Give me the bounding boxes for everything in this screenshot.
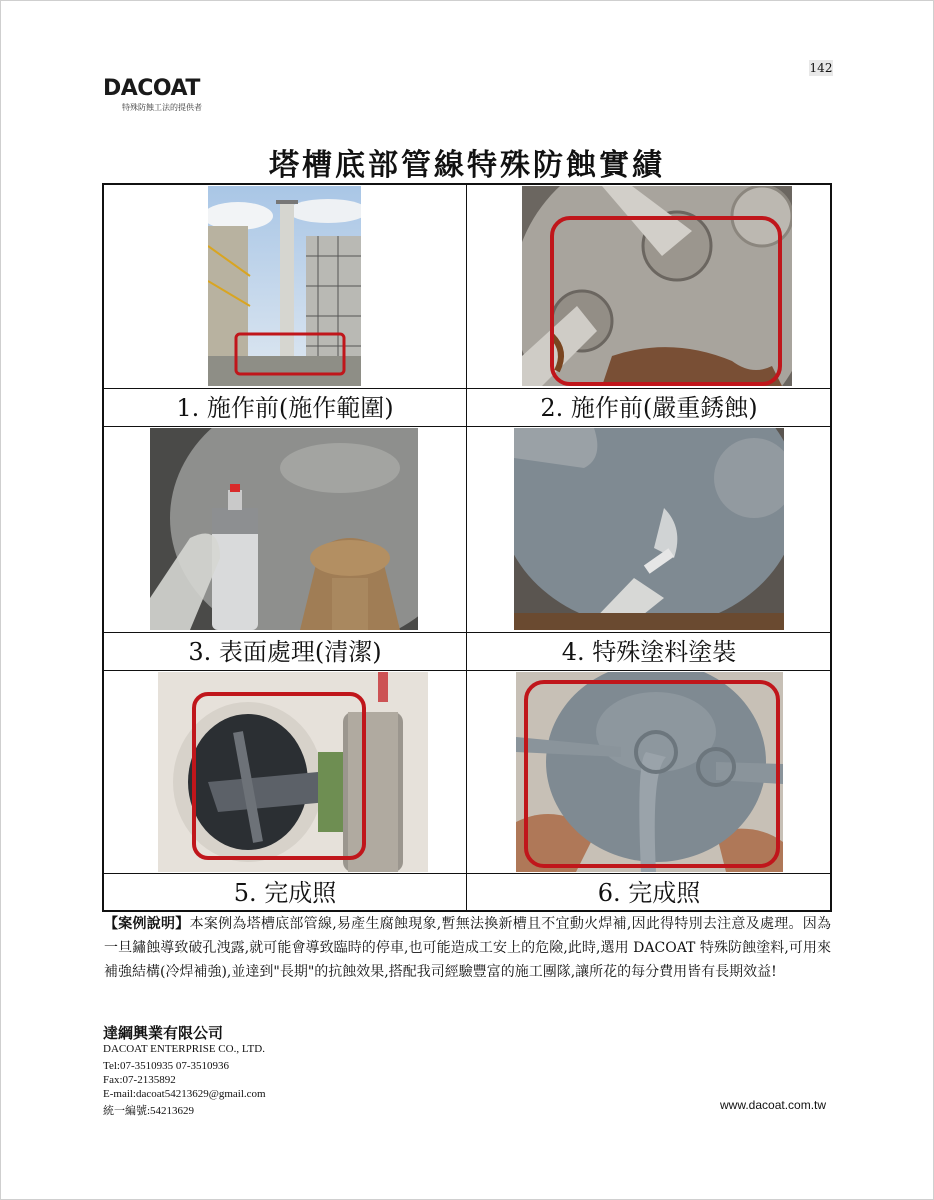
photo-caption: 2. 施作前(嚴重銹蝕) — [540, 394, 758, 422]
company-name: 達綱興業有限公司 — [103, 1024, 224, 1042]
dacoat-logo: DACOAT — [103, 76, 200, 101]
company-website[interactable]: www.dacoat.com.tw — [720, 1098, 827, 1112]
company-email: E-mail:dacoat54213629@gmail.com — [103, 1088, 266, 1100]
photo-special-coating — [514, 428, 784, 630]
table-divider-vertical — [466, 183, 467, 912]
photo-surface-cleaning — [150, 428, 418, 630]
page-title: 塔槽底部管線特殊防蝕實績 — [269, 148, 665, 183]
company-tax-id: 統一編號:54213629 — [103, 1105, 195, 1117]
photo-rust-before — [522, 186, 792, 386]
photo-tower-before — [208, 186, 361, 386]
company-tel: Tel:07-3510935 07-3510936 — [103, 1060, 230, 1072]
company-fax: Fax:07-2135892 — [103, 1074, 176, 1086]
photo-caption: 3. 表面處理(清潔) — [188, 638, 382, 666]
photo-caption: 5. 完成照 — [233, 879, 337, 907]
case-description-body: 本案例為塔槽底部管線,易產生腐蝕現象,暫無法換新槽且不宜動火焊補,因此得特別去注意及處理。因為一旦鏽蝕導致破孔洩露,就可能會導致臨時的停車,也可能造成工安上的危險,此時,選用 DACOAT 特殊防蝕塗料,可用來補強結構(冷焊補強),並達到"長期"的抗蝕效果,搭配我司經驗豐富的施工團隊,讓所花的每分費用皆有長期效益! — [104, 916, 831, 980]
photo-complete-vessel — [516, 672, 783, 872]
company-name-en: DACOAT ENTERPRISE CO., LTD. — [103, 1043, 265, 1055]
photo-caption: 4. 特殊塗料塗裝 — [561, 638, 737, 666]
case-description-lead: 【案例說明】 — [104, 916, 190, 932]
logo-tagline: 特殊防蝕工法的提供者 — [122, 103, 202, 112]
page-number: 142 — [809, 61, 833, 75]
photo-complete-nozzle — [158, 672, 428, 872]
photo-caption: 6. 完成照 — [597, 879, 701, 907]
photo-caption: 1. 施作前(施作範圍) — [176, 394, 394, 422]
case-description — [104, 912, 831, 984]
